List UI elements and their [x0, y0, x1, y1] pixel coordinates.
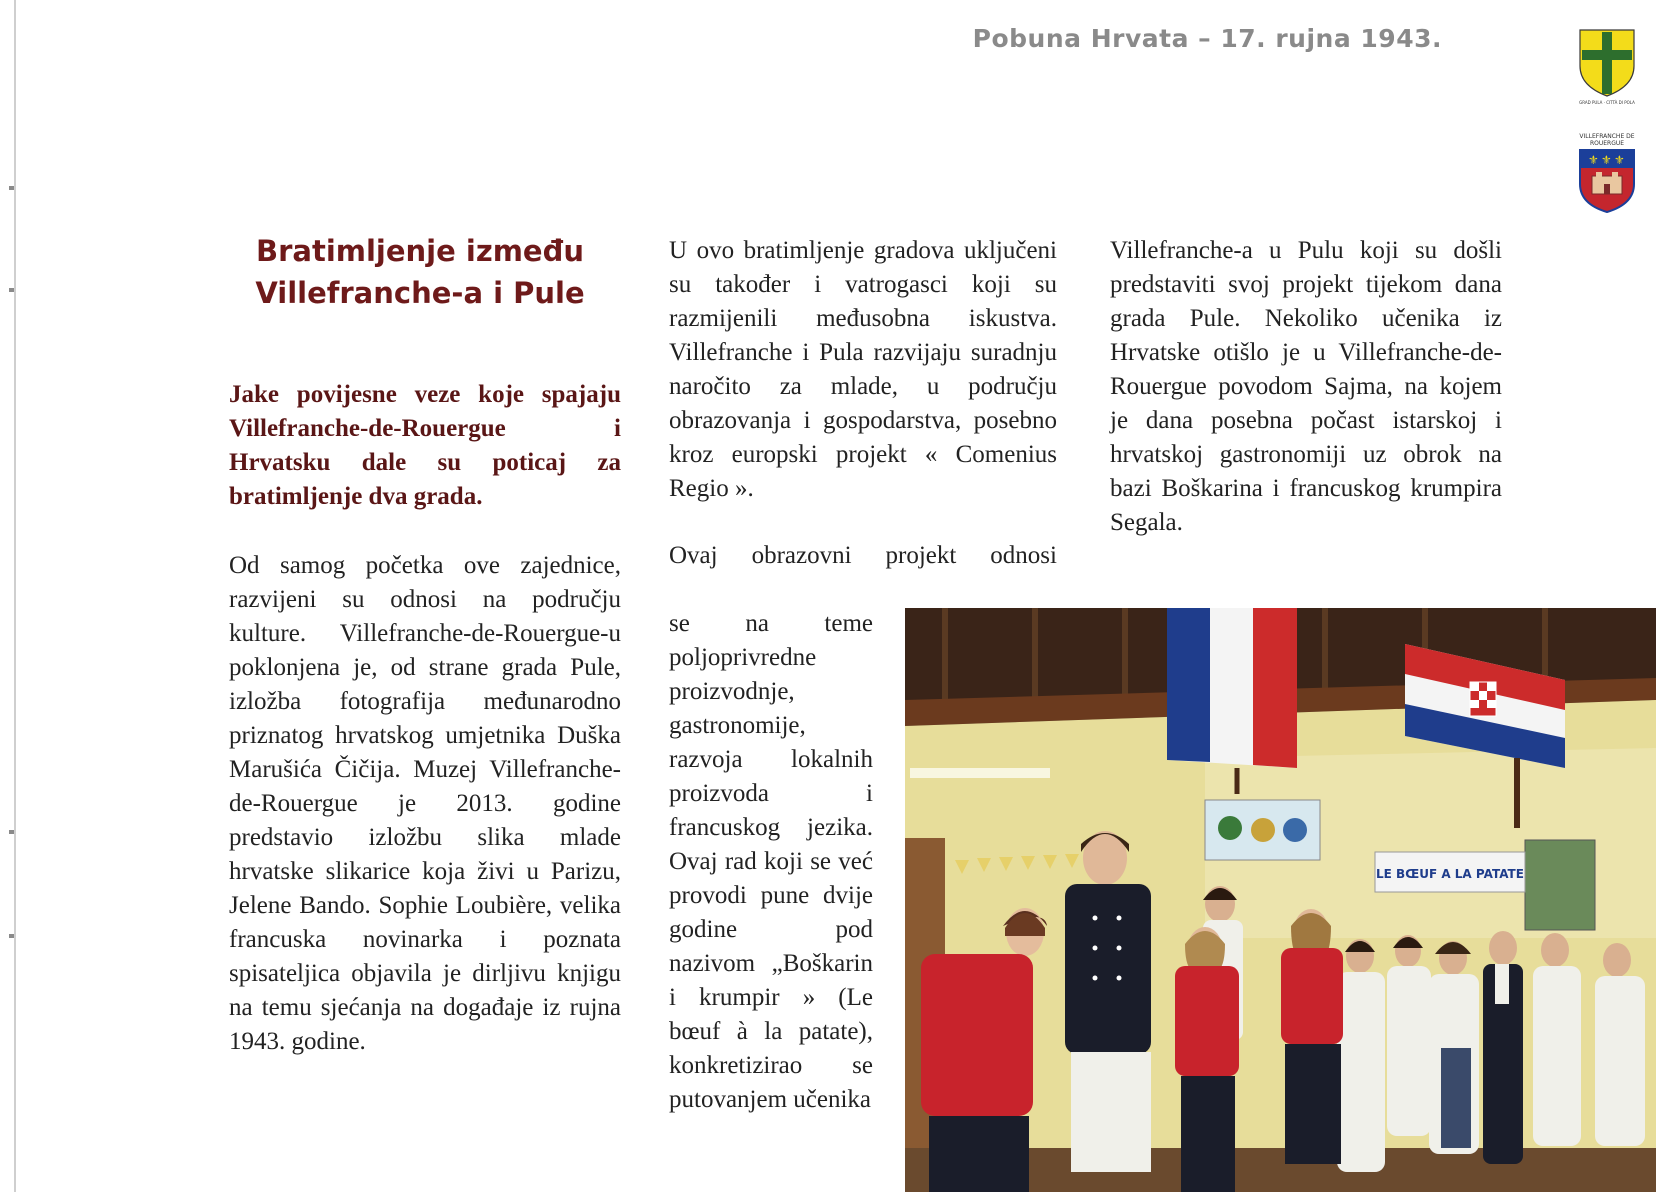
- body-paragraph: U ovo bratimljenje gradova uključeni su također i vatrogasci koji su razmijenili međusobna iskustva. Villefranche i Pula razvijaju suradnju naročito za mlade, u području obrazovanja i gospodarstva, posebno kroz europski projekt « Comenius Regio ».: [669, 237, 1057, 502]
- binding-mark: [9, 186, 14, 190]
- article-title-line: Villefranche-a i Pule: [255, 276, 585, 310]
- villefranche-coat-of-arms-icon: [1578, 148, 1636, 214]
- binding-mark: [9, 830, 14, 834]
- svg-text:⚜: ⚜: [1601, 153, 1612, 167]
- lead-paragraph: Jake povijesne veze koje spajaju Villefranche-de-Rouergue i Hrvatsku dale su poticaj za bratimljenje dva grada.: [229, 381, 621, 510]
- body-paragraph: se na teme poljoprivredne proizvodnje, gastronomije, razvoja lokalnih proizvoda i francuskog jezika. Ovaj rad koji se već provodi pune dvije godine pod nazivom „Boškarin i krumpir » (Le bœuf à la patate), konkretizirao se putovanjem učenika: [669, 610, 873, 1113]
- svg-text:⚜: ⚜: [1588, 153, 1599, 167]
- running-header: Pobuna Hrvata – 17. rujna 1943.: [972, 24, 1442, 53]
- body-paragraph: Villefranche-a u Pulu koji su došli predstaviti svoj projekt tijekom dana grada Pule. Nekoliko učenika iz Hrvatske otišlo je u Villefranche-de-Rouergue povodom Sajma, na kojem je dana posebna počast istarskoj i hrvatskoj gastronomiji uz obrok na bazi Boškarina i francuskog krumpira Segala.: [1110, 237, 1502, 536]
- villefranche-crest-caption: VILLEFRANCHE DE ROUERGUE: [1579, 133, 1635, 147]
- article-title-line: Bratimljenje između: [255, 234, 584, 268]
- svg-text:⚜: ⚜: [1614, 153, 1625, 167]
- pula-crest-caption: GRAD PULA · CITTÀ DI POLA: [1579, 100, 1635, 105]
- binding-mark: [9, 934, 14, 938]
- page-binding-edge: [14, 0, 16, 1192]
- body-paragraph-first-line: Ovaj obrazovni projekt odnosi: [669, 542, 1057, 569]
- body-paragraph: Od samog početka ove zajednice, razvijeni su odnosi na području kulture. Villefranche-de-Rouergue-u poklonjena je, od strane grada Pule, izložba fotografija međunarodno priznatog hrvatskog umjetnika Duška Marušića Čičija. Muzej Villefranche-de-Rouergue je 2013. godine predstavio izložbu slika mlade hrvatske slikarice koja živi u Parizu, Jelene Bando. Sophie Loubière, velika francuska novinarka i poznata spisateljica objavila je dirljivu knjigu na temu sjećanja na događaje iz rujna 1943. godine.: [229, 552, 621, 1055]
- event-photo: [905, 608, 1656, 1192]
- article-title: [220, 230, 620, 314]
- binding-mark: [9, 288, 14, 292]
- pula-coat-of-arms-icon: [1578, 28, 1636, 98]
- photo-banner-text: LE BŒUF A LA PATATE: [1376, 867, 1524, 881]
